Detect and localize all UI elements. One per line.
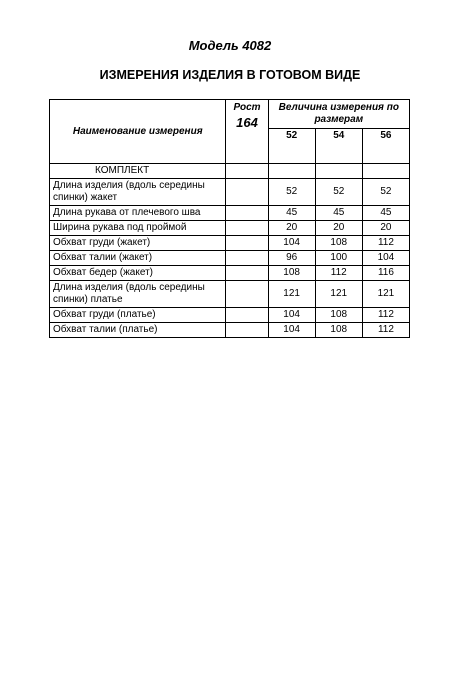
size-group-header: Величина измерения по размерам <box>268 100 409 129</box>
document-title: ИЗМЕРЕНИЯ ИЗДЕЛИЯ В ГОТОВОМ ВИДЕ <box>99 68 361 82</box>
measurement-value: 112 <box>362 236 409 251</box>
table-row <box>50 221 410 236</box>
table-row <box>50 236 410 251</box>
height-label: Рост <box>233 102 261 113</box>
measurement-name: Обхват талии (платье) <box>50 323 226 338</box>
section-label: КОМПЛЕКТ <box>50 164 226 179</box>
measurement-value: 100 <box>315 251 362 266</box>
empty-cell <box>226 251 268 266</box>
empty-cell <box>226 221 268 236</box>
measurement-value: 121 <box>362 281 409 308</box>
measurement-value: 45 <box>362 206 409 221</box>
measurement-value: 52 <box>315 179 362 206</box>
table-row <box>50 206 410 221</box>
measurement-value: 108 <box>315 236 362 251</box>
measurement-value: 108 <box>315 323 362 338</box>
measurement-name: Длина рукава от плечевого шва <box>50 206 226 221</box>
empty-cell <box>226 266 268 281</box>
measurement-name: Обхват талии (жакет) <box>50 251 226 266</box>
measurement-value: 108 <box>268 266 315 281</box>
measurement-value: 121 <box>315 281 362 308</box>
measurement-value: 112 <box>315 266 362 281</box>
section-row <box>50 164 410 179</box>
measurement-name-header: Наименование измерения <box>50 100 226 164</box>
empty-cell <box>226 281 268 308</box>
table-row <box>50 179 410 206</box>
empty-cell <box>315 164 362 179</box>
measurement-name: Длина изделия (вдоль середины спинки) жакет <box>50 179 226 206</box>
measurement-value: 45 <box>315 206 362 221</box>
table-row <box>50 281 410 308</box>
measurement-name: Обхват груди (платье) <box>50 308 226 323</box>
measurement-name: Длина изделия (вдоль середины спинки) платье <box>50 281 226 308</box>
size-header-52: 52 <box>268 129 315 164</box>
empty-cell <box>226 179 268 206</box>
measurement-value: 45 <box>268 206 315 221</box>
measurement-value: 112 <box>362 323 409 338</box>
measurement-name: Обхват бедер (жакет) <box>50 266 226 281</box>
measurement-value: 104 <box>362 251 409 266</box>
measurement-value: 108 <box>315 308 362 323</box>
measurement-value: 112 <box>362 308 409 323</box>
empty-cell <box>226 308 268 323</box>
measurement-value: 104 <box>268 308 315 323</box>
empty-cell <box>268 164 315 179</box>
measurement-value: 116 <box>362 266 409 281</box>
measurement-name: Ширина рукава под проймой <box>50 221 226 236</box>
empty-cell <box>226 236 268 251</box>
height-value: 164 <box>236 115 258 130</box>
measurement-name: Обхват груди (жакет) <box>50 236 226 251</box>
table-row <box>50 266 410 281</box>
measurement-value: 104 <box>268 236 315 251</box>
measurement-value: 20 <box>268 221 315 236</box>
size-header-54: 54 <box>315 129 362 164</box>
measurements-table <box>49 99 410 338</box>
height-header <box>226 100 268 164</box>
measurement-value: 52 <box>362 179 409 206</box>
measurement-value: 121 <box>268 281 315 308</box>
size-header-56: 56 <box>362 129 409 164</box>
table-row <box>50 308 410 323</box>
table-row <box>50 251 410 266</box>
empty-cell <box>226 206 268 221</box>
table-row <box>50 323 410 338</box>
empty-cell <box>226 164 268 179</box>
measurement-value: 104 <box>268 323 315 338</box>
measurement-value: 96 <box>268 251 315 266</box>
empty-cell <box>226 323 268 338</box>
measurement-value: 20 <box>315 221 362 236</box>
measurement-value: 20 <box>362 221 409 236</box>
measurement-value: 52 <box>268 179 315 206</box>
model-title: Модель 4082 <box>188 38 272 53</box>
empty-cell <box>362 164 409 179</box>
